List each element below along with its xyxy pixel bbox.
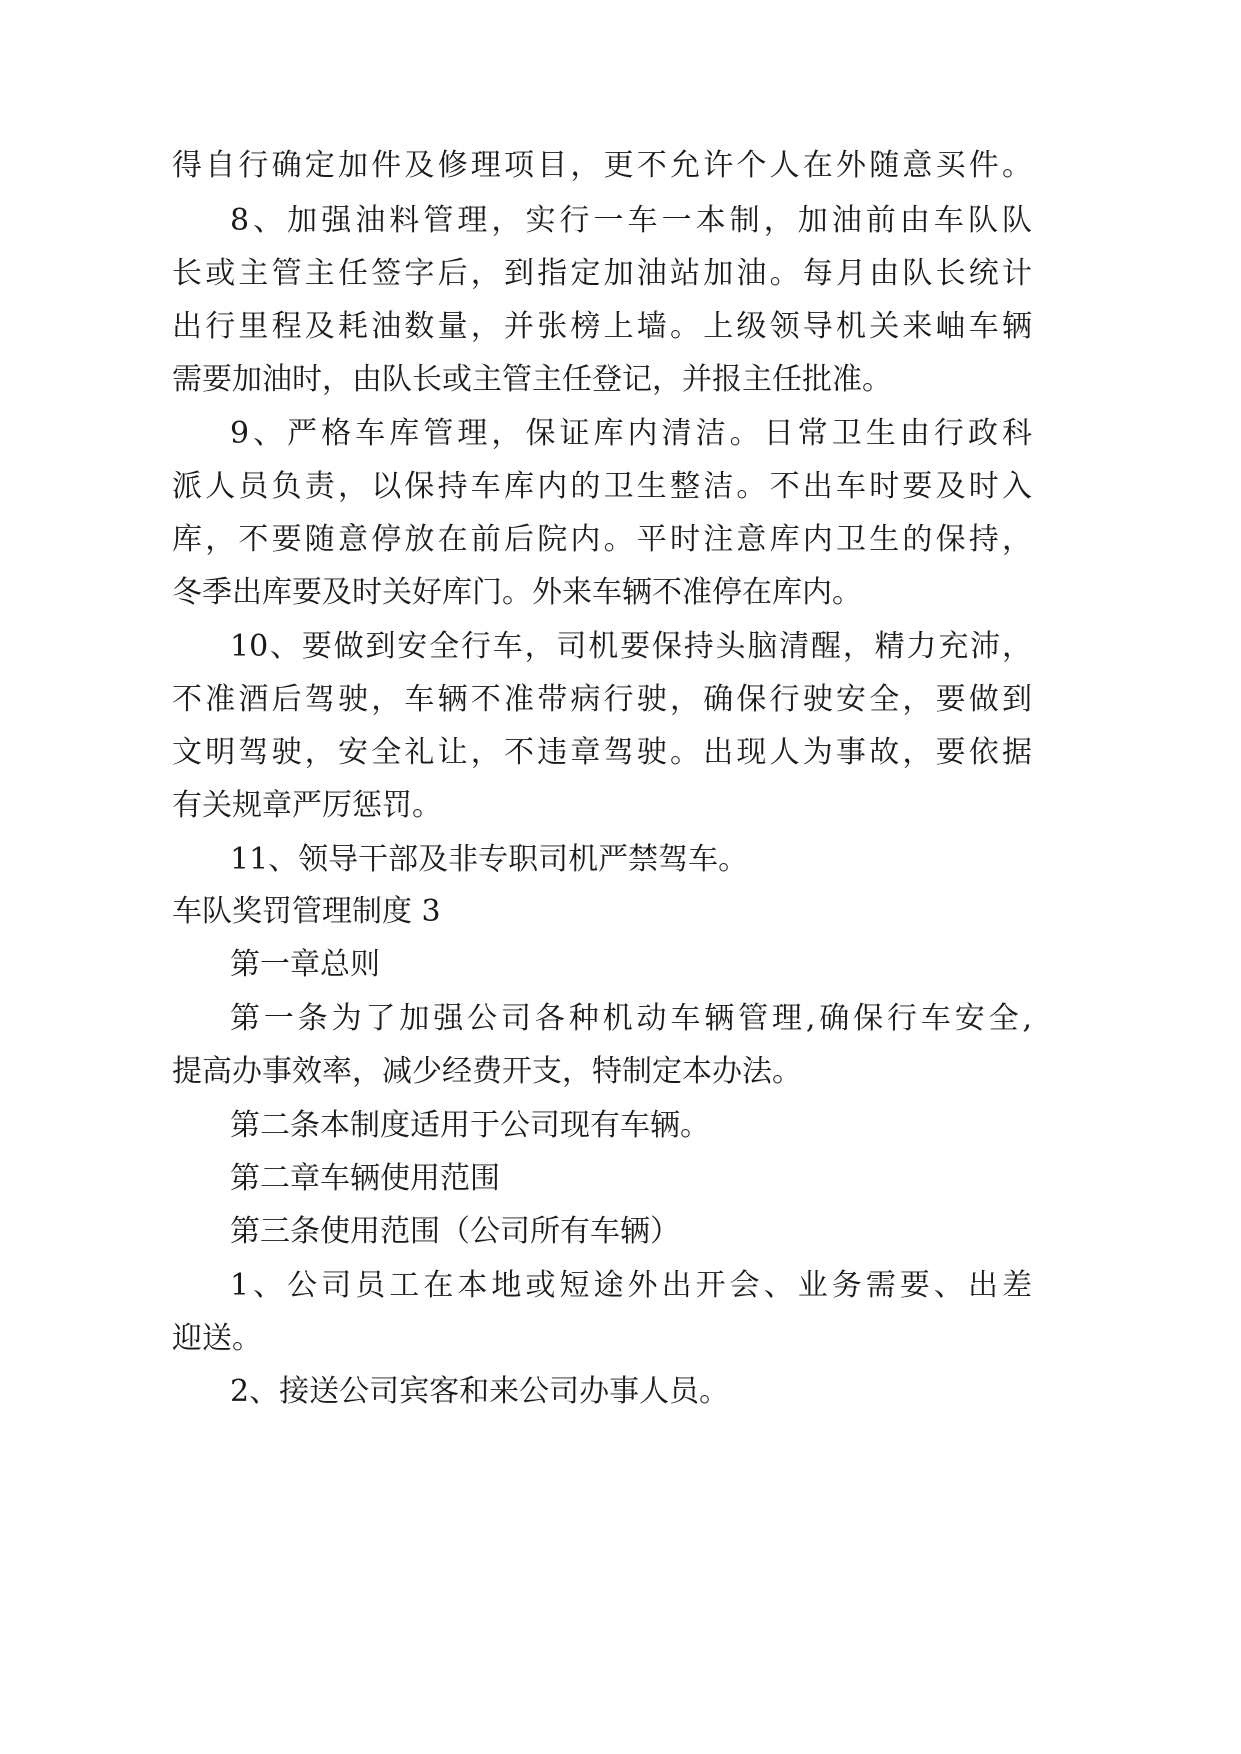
text-line: 长或主管主任签字后，到指定加油站加油。每月由队长统计	[172, 256, 1032, 291]
text-line: 11、领导干部及非专职司机严禁驾车。	[230, 842, 749, 877]
text-line: 有关规章严厉惩罚。	[172, 788, 442, 823]
text-line: 不准酒后驾驶，车辆不准带病行驶，确保行驶安全，要做到	[172, 682, 1032, 717]
section-heading: 车队奖罚管理制度 3	[172, 894, 441, 929]
text-line: 第二条本制度适用于公司现有车辆。	[230, 1108, 710, 1143]
text-line: 出行里程及耗油数量，并张榜上墙。上级领导机关来岫车辆	[172, 309, 1032, 344]
text-line: 8、加强油料管理，实行一车一本制，加油前由车队队	[230, 203, 1032, 238]
text-line: 文明驾驶，安全礼让，不违章驾驶。出现人为事故，要依据	[172, 735, 1032, 770]
text-line: 2、接送公司宾客和来公司办事人员。	[230, 1374, 730, 1409]
text-line: 第三条使用范围（公司所有车辆）	[230, 1214, 680, 1249]
text-line: 库，不要随意停放在前后院内。平时注意库内卫生的保持，	[172, 522, 1032, 557]
text-line: 提高办事效率，减少经费开支，特制定本办法。	[172, 1054, 802, 1089]
text-line: 冬季出库要及时关好库门。外来车辆不准停在库内。	[172, 575, 862, 610]
text-line: 得自行确定加件及修理项目，更不允许个人在外随意买件。	[172, 148, 1032, 183]
text-line: 需要加油时，由队长或主管主任登记，并报主任批准。	[172, 362, 892, 397]
chapter-heading: 第一章总则	[230, 947, 380, 982]
text-line: 迎送。	[172, 1321, 262, 1356]
text-line: 9、严格车库管理，保证库内清洁。日常卫生由行政科	[230, 416, 1032, 451]
text-line: 第一条为了加强公司各种机动车辆管理,确保行车安全,	[230, 1001, 1032, 1036]
text-line: 1、公司员工在本地或短途外出开会、业务需要、出差	[230, 1268, 1032, 1303]
text-line: 派人员负责，以保持车库内的卫生整洁。不出车时要及时入	[172, 469, 1032, 504]
chapter-heading: 第二章车辆使用范围	[230, 1161, 500, 1196]
text-line: 10、要做到安全行车，司机要保持头脑清醒，精力充沛，	[230, 629, 1032, 664]
